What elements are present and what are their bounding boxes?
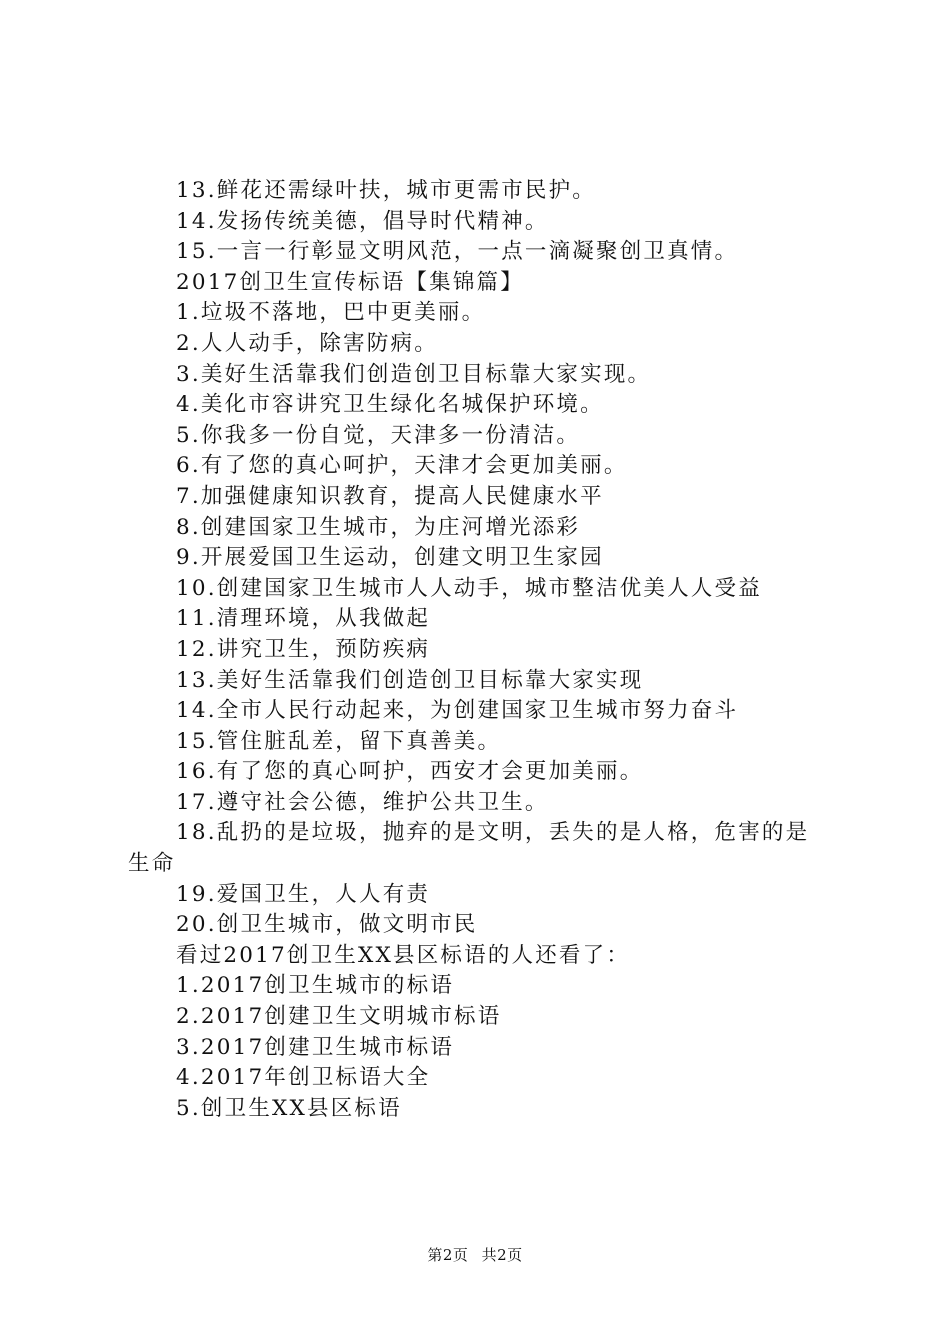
document-line: 3.美好生活靠我们创造创卫目标靠大家实现。	[176, 361, 652, 387]
document-line: 16.有了您的真心呵护，西安才会更加美丽。	[176, 759, 644, 785]
document-line: 看过2017创卫生XX县区标语的人还看了：	[176, 942, 631, 968]
document-line: 4.美化市容讲究卫生绿化名城保护环境。	[176, 392, 604, 418]
document-line: 5.你我多一份自觉，天津多一份清洁。	[176, 422, 581, 448]
document-line: 17.遵守社会公德，维护公共卫生。	[176, 789, 549, 815]
document-line: 8.创建国家卫生城市，为庄河增光添彩	[176, 514, 581, 540]
document-line: 11.清理环境，从我做起	[176, 606, 431, 632]
document-line: 15.管住脏乱差，留下真善美。	[176, 728, 502, 754]
document-line: 14.全市人民行动起来，为创建国家卫生城市努力奋斗	[176, 698, 739, 724]
document-line: 2.2017创建卫生文明城市标语	[176, 1004, 502, 1030]
document-line: 13.美好生活靠我们创造创卫目标靠大家实现	[176, 667, 644, 693]
document-line: 7.加强健康知识教育，提高人民健康水平	[176, 483, 604, 509]
document-line: 20.创卫生城市，做文明市民	[176, 912, 478, 938]
document-line: 12.讲究卫生，预防疾病	[176, 636, 431, 662]
document-line: 18.乱扔的是垃圾，抛弃的是文明，丢失的是人格，危害的是生命	[128, 820, 810, 877]
page-number-current: 第2页	[427, 1246, 469, 1264]
document-line: 3.2017创建卫生城市标语	[176, 1034, 455, 1060]
document-line: 1.垃圾不落地，巴中更美丽。	[176, 300, 486, 326]
document-line: 1.2017创卫生城市的标语	[176, 973, 455, 999]
document-body	[128, 176, 828, 1124]
document-line: 15.一言一行彰显文明风范，一点一滴凝聚创卫真情。	[176, 239, 739, 265]
page-number-total: 共2页	[481, 1246, 523, 1264]
page-footer	[0, 1244, 950, 1265]
document-line: 10.创建国家卫生城市人人动手，城市整洁优美人人受益	[176, 575, 762, 601]
document-line: 2.人人动手，除害防病。	[176, 330, 438, 356]
document-line: 5.创卫生XX县区标语	[176, 1095, 402, 1121]
document-line: 13.鲜花还需绿叶扶，城市更需市民护。	[176, 178, 596, 203]
document-line: 19.爱国卫生，人人有责	[176, 881, 431, 907]
document-line: 4.2017年创卫标语大全	[176, 1065, 431, 1091]
document-line: 2017创卫生宣传标语【集锦篇】	[176, 269, 524, 295]
document-line: 14.发扬传统美德，倡导时代精神。	[176, 208, 549, 234]
document-line: 9.开展爱国卫生运动，创建文明卫生家园	[176, 545, 604, 571]
document-line: 6.有了您的真心呵护，天津才会更加美丽。	[176, 453, 628, 479]
